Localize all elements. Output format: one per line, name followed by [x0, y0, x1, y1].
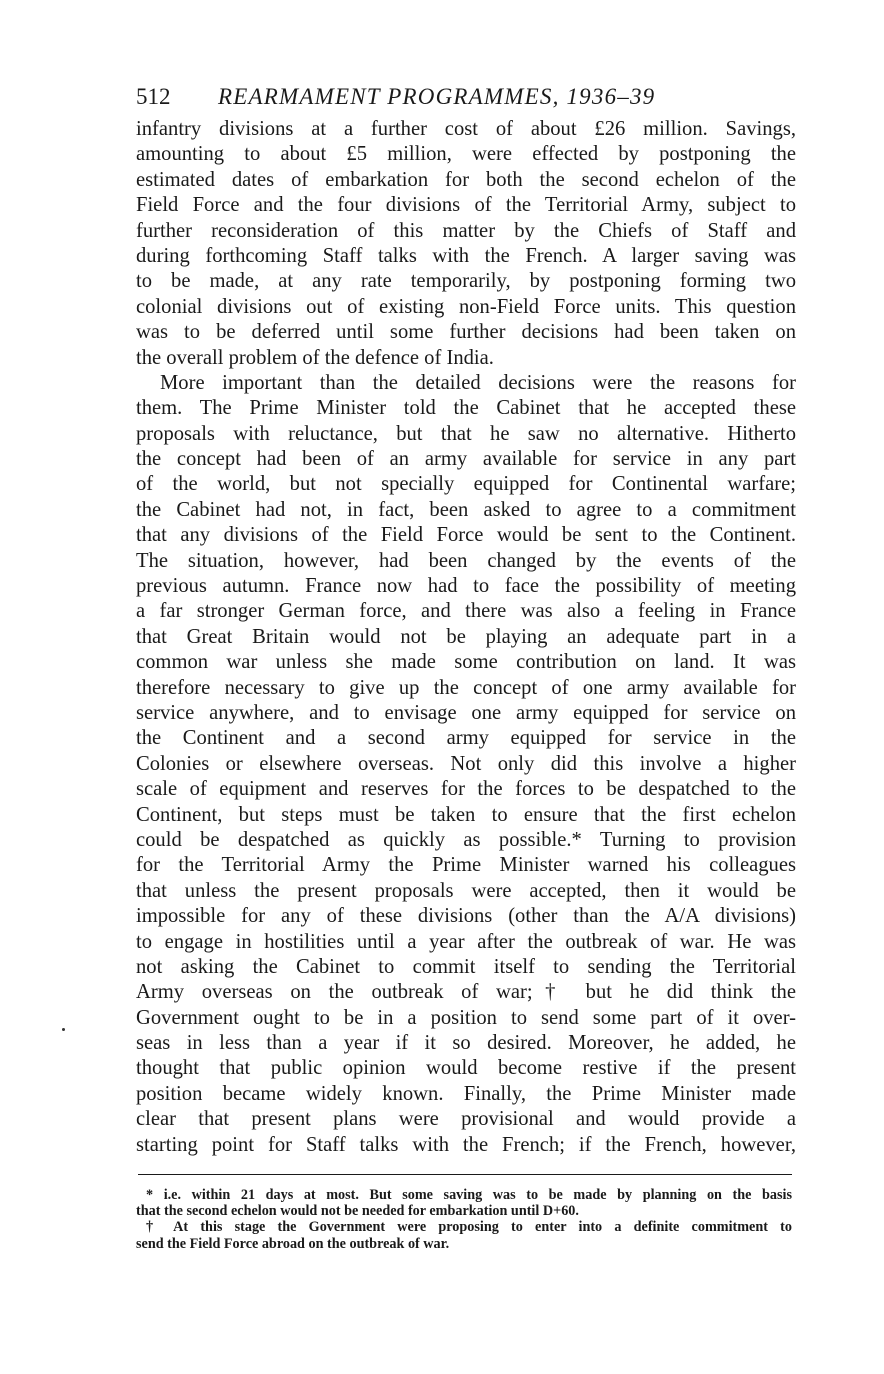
body-line: position became widely known. Finally, the Prime Minister made: [136, 1082, 796, 1105]
footnote-divider: [138, 1174, 792, 1175]
body-line: scale of equipment and reserves for the forces to be despatched to the: [136, 778, 796, 801]
body-line: the Cabinet had not, in fact, been asked to agree to a commitment: [136, 498, 796, 521]
footnote-line: † At this stage the Government were proposing to enter into a definite commitment to: [146, 1219, 792, 1236]
footnote-line: that the second echelon would not be needed for embarkation until D+60.: [136, 1203, 579, 1220]
body-line: to engage in hostilities until a year after the outbreak of war. He was: [136, 930, 796, 953]
body-line: starting point for Staff talks with the French; if the French, however,: [136, 1133, 796, 1156]
body-line: common war unless she made some contribution on land. It was: [136, 651, 796, 674]
body-line: them. The Prime Minister told the Cabinet that he accepted these: [136, 397, 796, 420]
body-line: the overall problem of the defence of India.: [136, 346, 494, 369]
body-line: thought that public opinion would become restive if the present: [136, 1057, 796, 1080]
margin-mark: [62, 1028, 65, 1031]
body-line: seas in less than a year if it so desired. Moreover, he added, he: [136, 1032, 796, 1055]
body-line: clear that present plans were provisional and would provide a: [136, 1108, 796, 1131]
footnotes: [136, 1187, 792, 1252]
body-line: previous autumn. France now had to face the possibility of meeting: [136, 575, 796, 598]
body-line: Government ought to be in a position to send some part of it over-: [136, 1006, 796, 1029]
page-number: 512: [136, 84, 171, 109]
footnote-line: send the Field Force abroad on the outbreak of war.: [136, 1235, 450, 1252]
body-line: that unless the present proposals were accepted, then it would be: [136, 879, 796, 902]
body-line: impossible for any of these divisions (other than the A/A divisions): [136, 905, 796, 928]
body-line: service anywhere, and to envisage one army equipped for service on: [136, 701, 796, 724]
body-line: of the world, but not specially equipped for Continental warfare;: [136, 473, 796, 496]
running-head: [136, 80, 796, 114]
body-text: [136, 117, 796, 1158]
body-line: infantry divisions at a further cost of about £26 million. Savings,: [136, 118, 796, 140]
body-line: not asking the Cabinet to commit itself to sending the Territorial: [136, 955, 796, 978]
body-line: colonial divisions out of existing non-Field Force units. This question: [136, 295, 796, 318]
body-line: the concept had been of an army available for service in any part: [136, 448, 796, 471]
body-line: Colonies or elsewhere overseas. Not only did this involve a higher: [136, 752, 796, 775]
body-line: the Continent and a second army equipped for service in the: [136, 727, 796, 750]
body-line: Continent, but steps must be taken to ensure that the first echelon: [136, 803, 796, 826]
body-line: Army overseas on the outbreak of war;† but he did think the: [136, 981, 796, 1004]
body-line: therefore necessary to give up the concept of one army available for: [136, 676, 796, 699]
body-line: proposals with reluctance, but that he saw no alternative. Hitherto: [136, 422, 796, 445]
footnote-line: * i.e. within 21 days at most. But some saving was to be made by planning on the basis: [146, 1187, 792, 1203]
body-line: that Great Britain would not be playing an adequate part in a: [136, 625, 796, 648]
body-line: that any divisions of the Field Force would be sent to the Continent.: [136, 524, 796, 547]
body-line: estimated dates of embarkation for both the second echelon of the: [136, 168, 796, 191]
running-title: REARMAMENT PROGRAMMES, 1936–39: [218, 84, 656, 109]
body-line: was to be deferred until some further decisions had been taken on: [136, 321, 796, 344]
body-line: during forthcoming Staff talks with the French. A larger saving was: [136, 244, 796, 267]
body-line: to be made, at any rate temporarily, by postponing forming two: [136, 270, 796, 293]
body-line: a far stronger German force, and there was also a feeling in France: [136, 600, 796, 623]
body-line: further reconsideration of this matter by the Chiefs of Staff and: [136, 219, 796, 242]
body-line: The situation, however, had been changed by the events of the: [136, 549, 796, 572]
body-line: for the Territorial Army the Prime Minister warned his colleagues: [136, 854, 796, 877]
paragraph-start-line: More important than the detailed decisions were the reasons for: [160, 371, 796, 394]
body-line: could be despatched as quickly as possible.* Turning to provision: [136, 828, 796, 851]
body-line: amounting to about £5 million, were effected by postponing the: [136, 143, 796, 166]
body-line: Field Force and the four divisions of the Territorial Army, subject to: [136, 194, 796, 217]
